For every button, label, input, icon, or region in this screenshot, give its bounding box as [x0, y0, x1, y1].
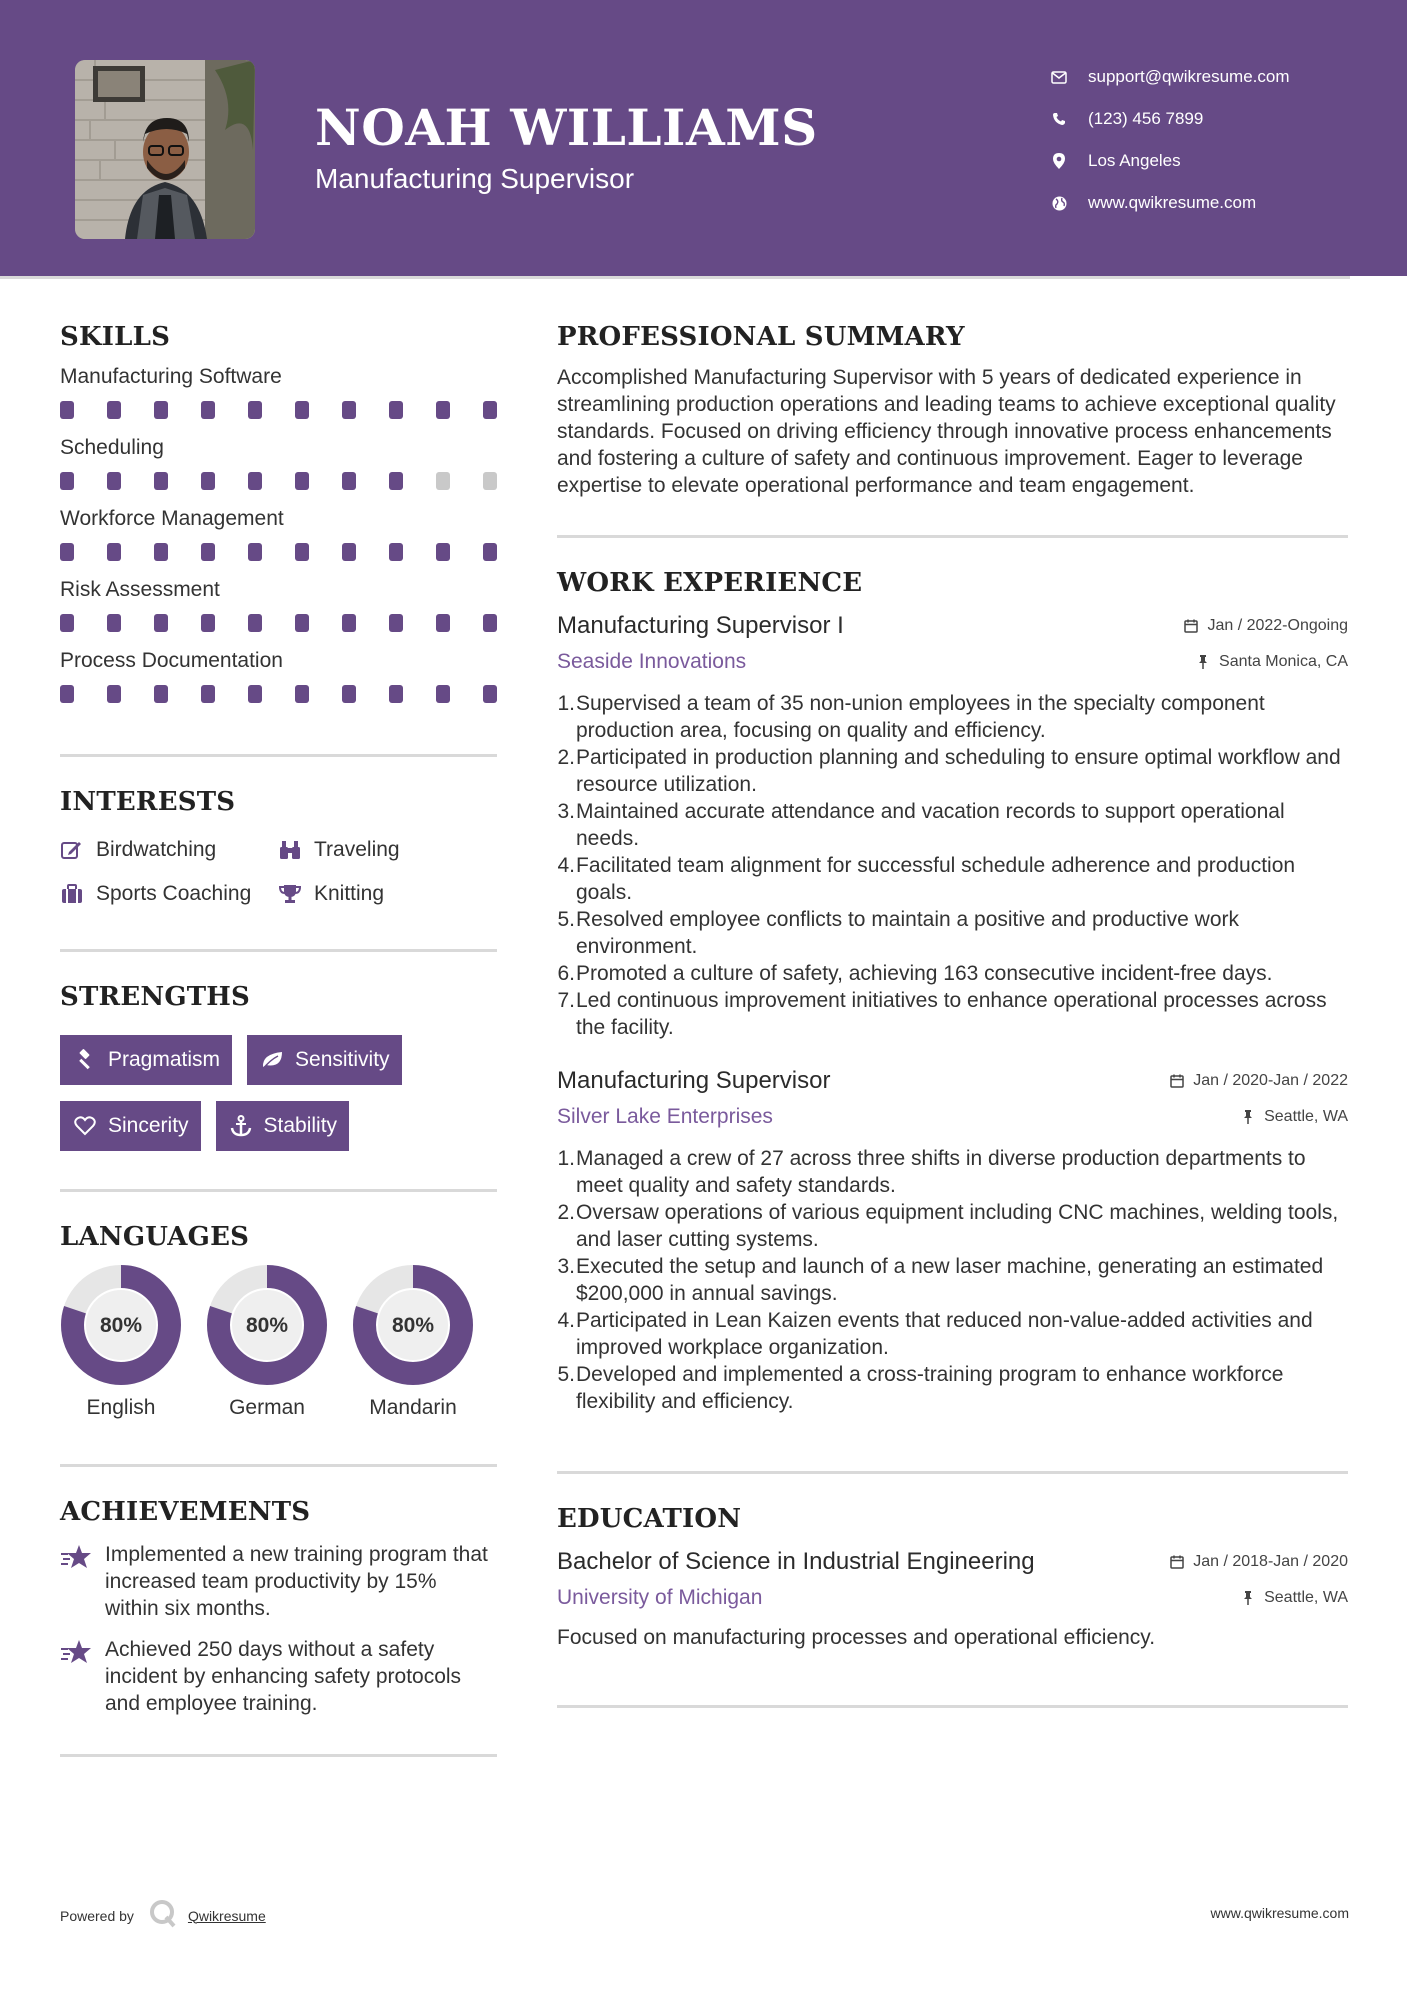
edit-icon [60, 838, 84, 862]
skill-dot-filled [201, 472, 215, 490]
achievement-item: Achieved 250 days without a safety incident by enhancing safety protocols and employee training. [60, 1636, 497, 1717]
job-bullets [557, 1145, 1348, 1415]
job-bullet: 1. Managed a crew of 27 across three shifts in diverse production departments to meet quality and safety standards. [557, 1147, 1306, 1197]
skill-level-dots [60, 401, 497, 419]
section-title: ACHIEVEMENTS [60, 1497, 311, 1527]
strength-tag-sincerity: Sincerity [60, 1101, 201, 1151]
job-bullet: 7. Led continuous improvement initiatives to enhance operational processes across the facility. [557, 989, 1327, 1039]
job-bullet: 5. Developed and implemented a cross-training program to enhance workforce flexibility and efficiency. [557, 1363, 1284, 1413]
section-divider [557, 535, 1348, 538]
skill-dot-filled [154, 685, 168, 703]
star-award-icon [60, 1638, 92, 1666]
achievement-item: Implemented a new training program that increased team productivity by 15% within six months. [60, 1541, 497, 1622]
skill-dot-empty [436, 472, 450, 490]
phone-icon [1050, 110, 1068, 128]
skill-dot-filled [201, 685, 215, 703]
anchor-icon [228, 1113, 254, 1139]
section-title: LANGUAGES [60, 1222, 250, 1252]
leaf-icon [259, 1047, 285, 1073]
skill-name: Manufacturing Software [60, 365, 282, 388]
skill-name: Scheduling [60, 436, 164, 459]
job-bullet: 4. Participated in Lean Kaizen events that reduced non-value-added activities and improved workplace organization. [557, 1309, 1313, 1359]
footer-website-link[interactable]: www.qwikresume.com [1210, 1905, 1349, 1921]
company-name: Silver Lake Enterprises [557, 1105, 773, 1128]
skill-item [60, 571, 497, 632]
contact-email[interactable]: support@qwikresume.com [1050, 56, 1390, 98]
skill-dot-filled [436, 614, 450, 632]
skill-dot-filled [342, 472, 356, 490]
interests-section [60, 787, 497, 909]
skill-dot-filled [248, 472, 262, 490]
skill-dot-filled [60, 614, 74, 632]
header-divider [0, 276, 1350, 279]
skill-dot-filled [295, 543, 309, 561]
job-subheader [557, 1105, 1348, 1129]
education-description: Focused on manufacturing processes and operational efficiency. [557, 1626, 1156, 1649]
language-percent: 80% [245, 1314, 289, 1337]
skill-dot-filled [154, 401, 168, 419]
skill-dot-filled [107, 472, 121, 490]
left-column [60, 322, 497, 1757]
map-marker-icon [1050, 152, 1068, 170]
skill-item [60, 429, 497, 490]
job-header [557, 1067, 1348, 1095]
skill-dot-filled [389, 614, 403, 632]
skill-dot-filled [436, 685, 450, 703]
experience-section [557, 568, 1348, 1415]
footer-powered-by: Powered by Qwikresume [60, 1898, 266, 1933]
calendar-icon [1169, 1554, 1185, 1570]
job-bullet: 3. Maintained accurate attendance and vacation records to support operational needs. [557, 800, 1285, 850]
skill-dot-filled [295, 685, 309, 703]
job-entry [557, 612, 1348, 1041]
company-name: Seaside Innovations [557, 650, 747, 673]
section-divider [60, 949, 497, 952]
section-title: EDUCATION [557, 1504, 742, 1534]
trophy-icon [278, 882, 302, 906]
binoculars-icon [278, 838, 302, 862]
language-percent: 80% [99, 1314, 143, 1337]
skill-dot-filled [248, 685, 262, 703]
job-entry [557, 1067, 1348, 1415]
right-column [557, 322, 1348, 1708]
calendar-icon [1169, 1073, 1185, 1089]
strength-tag-sensitivity: Sensitivity [247, 1035, 402, 1085]
interest-knitting: Knitting [278, 879, 478, 909]
job-title: Manufacturing Supervisor I [557, 612, 844, 639]
skill-dot-filled [295, 401, 309, 419]
skill-dot-filled [201, 543, 215, 561]
star-award-icon [60, 1543, 92, 1571]
section-title: PROFESSIONAL SUMMARY [557, 322, 965, 352]
skill-dot-filled [107, 401, 121, 419]
job-bullets [557, 690, 1348, 1041]
heart-icon [72, 1113, 98, 1139]
education-location: Seattle, WA [1240, 1589, 1348, 1607]
contact-website[interactable]: www.qwikresume.com [1050, 182, 1390, 224]
job-header [557, 612, 1348, 640]
job-title: Manufacturing Supervisor [557, 1067, 831, 1094]
skill-name: Process Documentation [60, 649, 283, 672]
section-title: SKILLS [60, 322, 171, 352]
skill-dot-filled [154, 472, 168, 490]
strength-tag-pragmatism: Pragmatism [60, 1035, 232, 1085]
contact-location: Los Angeles [1050, 140, 1390, 182]
skill-dot-filled [342, 614, 356, 632]
contact-phone[interactable]: (123) 456 7899 [1050, 98, 1390, 140]
education-header [557, 1548, 1348, 1576]
achievements-section [60, 1497, 497, 1717]
job-bullet: 1. Supervised a team of 35 non-union employees in the specialty component production area, focusing on quality and efficiency. [557, 692, 1265, 742]
section-title: WORK EXPERIENCE [557, 568, 863, 598]
skill-dot-filled [389, 685, 403, 703]
skill-dot-filled [60, 401, 74, 419]
degree-title: Bachelor of Science in Industrial Engineering [557, 1548, 1035, 1575]
skill-dot-filled [60, 685, 74, 703]
language-progress-ring [206, 1264, 328, 1386]
resume-header [0, 0, 1407, 276]
skill-dot-filled [107, 614, 121, 632]
skill-dot-filled [107, 543, 121, 561]
skill-dot-filled [483, 543, 497, 561]
skills-section [60, 322, 497, 703]
interest-traveling: Traveling [278, 835, 478, 865]
skill-dot-filled [295, 472, 309, 490]
skill-dot-filled [201, 614, 215, 632]
skill-item [60, 500, 497, 561]
skill-item [60, 358, 497, 419]
section-divider [60, 1754, 497, 1757]
skill-item [60, 642, 497, 703]
job-bullet: 2. Participated in production planning and scheduling to ensure optimal workflow and resource utilization. [557, 746, 1341, 796]
skill-dot-filled [248, 543, 262, 561]
job-bullet: 3. Executed the setup and launch of a new laser machine, generating an estimated $200,000 in annual savings. [557, 1255, 1324, 1305]
skill-dot-filled [483, 614, 497, 632]
education-subheader [557, 1586, 1348, 1610]
skill-dot-filled [295, 614, 309, 632]
pin-icon [1195, 654, 1211, 670]
language-progress-ring [352, 1264, 474, 1386]
section-divider [60, 1189, 497, 1192]
skill-level-dots [60, 685, 497, 703]
skill-level-dots [60, 472, 497, 490]
skill-dot-filled [60, 472, 74, 490]
skill-dot-filled [154, 543, 168, 561]
skill-dot-filled [60, 543, 74, 561]
job-subheader [557, 650, 1348, 674]
job-location: Santa Monica, CA [1195, 653, 1348, 671]
job-dates: Jan / 2020-Jan / 2022 [1169, 1072, 1348, 1090]
language-percent: 80% [391, 1314, 435, 1337]
skill-dot-filled [389, 401, 403, 419]
skill-dot-filled [107, 685, 121, 703]
job-bullet: 2. Oversaw operations of various equipment including CNC machines, welding tools, and laser cutting systems. [557, 1201, 1339, 1251]
skill-dot-filled [436, 543, 450, 561]
school-name: University of Michigan [557, 1586, 763, 1609]
job-bullet: 6. Promoted a culture of safety, achieving 163 consecutive incident-free days. [557, 962, 1273, 985]
strengths-section [60, 982, 497, 1151]
job-dates: Jan / 2022-Ongoing [1183, 617, 1348, 635]
job-location: Seattle, WA [1240, 1108, 1348, 1126]
language-name: German [229, 1396, 305, 1419]
skill-dot-filled [483, 685, 497, 703]
skill-level-dots [60, 543, 497, 561]
summary-text: Accomplished Manufacturing Supervisor with 5 years of dedicated experience in streamlining production operations and leading teams to achieve exceptional quality standards. Focused on driving efficiency through innovative process enhancements and fostering a culture of safety and continuous improvement. Eager to leverage expertise to elevate operational performance and team engagement. [557, 366, 1336, 497]
skill-dot-filled [389, 543, 403, 561]
skill-dot-filled [342, 401, 356, 419]
language-name: Mandarin [369, 1396, 457, 1419]
skill-level-dots [60, 614, 497, 632]
job-bullet: 5. Resolved employee conflicts to maintain a positive and productive work environment. [557, 908, 1240, 958]
section-title: INTERESTS [60, 787, 236, 817]
globe-icon [1050, 194, 1068, 212]
qwikresume-logo-icon [148, 1898, 178, 1933]
section-divider [60, 754, 497, 757]
language-item [48, 1264, 194, 1420]
summary-section [557, 322, 1348, 499]
pin-icon [1240, 1109, 1256, 1125]
skill-name: Workforce Management [60, 507, 284, 530]
interest-birdwatching: Birdwatching [60, 835, 278, 865]
envelope-icon [1050, 68, 1068, 86]
education-section [557, 1504, 1348, 1650]
skill-dot-filled [483, 401, 497, 419]
calendar-icon [1183, 618, 1199, 634]
pin-icon [1240, 1590, 1256, 1606]
section-divider [557, 1471, 1348, 1474]
candidate-role: Manufacturing Supervisor [315, 163, 635, 194]
skill-dot-empty [483, 472, 497, 490]
interest-sports-coaching: Sports Coaching [60, 879, 278, 909]
contact-list [1050, 56, 1390, 224]
skill-dot-filled [154, 614, 168, 632]
candidate-name: NOAH WILLIAMS [315, 98, 818, 157]
section-title: STRENGTHS [60, 982, 251, 1012]
languages-section [60, 1222, 497, 1420]
skill-dot-filled [248, 401, 262, 419]
skill-dot-filled [201, 401, 215, 419]
section-divider [557, 1705, 1348, 1708]
skill-dot-filled [389, 472, 403, 490]
language-name: English [86, 1396, 156, 1419]
briefcase-icon [60, 882, 84, 906]
gavel-icon [72, 1047, 98, 1073]
language-item [194, 1264, 340, 1420]
strength-tag-stability: Stability [216, 1101, 350, 1151]
qwikresume-link[interactable]: Qwikresume [187, 1907, 266, 1924]
skill-dot-filled [342, 543, 356, 561]
skill-dot-filled [436, 401, 450, 419]
job-bullet: 4. Facilitated team alignment for successful schedule adherence and production goals. [557, 854, 1296, 904]
skill-name: Risk Assessment [60, 578, 220, 601]
language-progress-ring [60, 1264, 182, 1386]
profile-photo [75, 60, 255, 239]
skill-dot-filled [342, 685, 356, 703]
skill-dot-filled [248, 614, 262, 632]
section-divider [60, 1464, 497, 1467]
language-item [340, 1264, 486, 1420]
education-dates: Jan / 2018-Jan / 2020 [1169, 1553, 1348, 1571]
